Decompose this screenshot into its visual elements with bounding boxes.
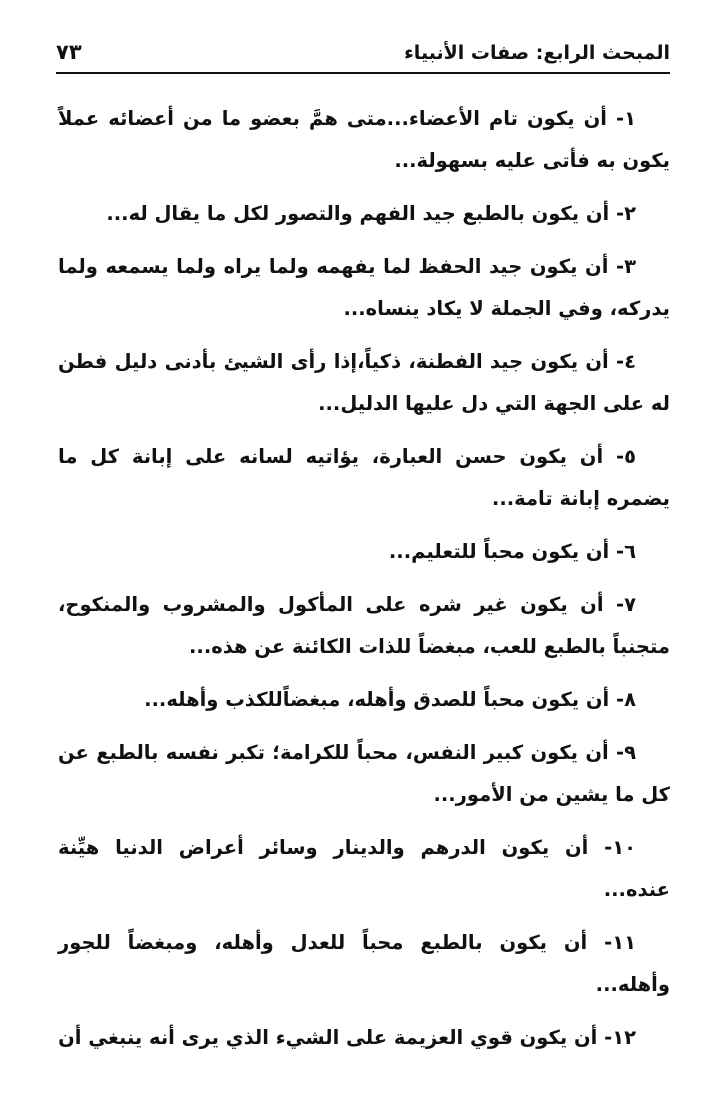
body-text xyxy=(58,98,670,1070)
list-item-1: ١- أن يكون تام الأعضاء...متى همَّ بعضو ما من أعضائه عملاً يكون به فأتى عليه بسهولة... xyxy=(58,107,670,172)
list-item-4: ٤- أن يكون جيد الفطنة، ذكياً،إذا رأى الشيئ بأدنى دليل فطن له على الجهة التي دل عليها الدليل... xyxy=(58,350,670,415)
page-number: ٧٣ xyxy=(56,40,82,64)
list-item-8: ٨- أن يكون محباً للصدق وأهله، مبغضاًللكذب وأهله... xyxy=(144,688,636,711)
running-head: المبحث الرابع: صفات الأنبياء xyxy=(404,42,670,64)
list-item-2: ٢- أن يكون بالطبع جيد الفهم والتصور لكل ما يقال له... xyxy=(106,202,636,225)
page-header xyxy=(56,34,670,74)
list-item-3: ٣- أن يكون جيد الحفظ لما يفهمه ولما يراه ولما يسمعه ولما يدركه، وفي الجملة لا يكاد ينساه... xyxy=(58,255,670,320)
list-item-5: ٥- أن يكون حسن العبارة، يؤاتيه لسانه على إبانة كل ما يضمره إبانة تامة... xyxy=(58,445,670,510)
list-item-9: ٩- أن يكون كبير النفس، محباً للكرامة؛ تكبر نفسه بالطبع عن كل ما يشين من الأمور... xyxy=(58,741,670,806)
list-item-7: ٧- أن يكون غير شره على المأكول والمشروب والمنكوح، متجنباً بالطبع للعب، مبغضاً للذات الكائنة عن هذه... xyxy=(58,593,670,658)
list-item-10: ١٠- أن يكون الدرهم والدينار وسائر أعراض الدنيا هيِّنة عنده... xyxy=(58,836,670,901)
list-item-12: ١٢- أن يكون قوي العزيمة على الشيء الذي يرى أنه ينبغي أن xyxy=(58,1026,636,1049)
list-item-6: ٦- أن يكون محباً للتعليم... xyxy=(388,540,636,563)
list-item-11: ١١- أن يكون بالطبع محباً للعدل وأهله، ومبغضاً للجور وأهله... xyxy=(58,931,670,996)
